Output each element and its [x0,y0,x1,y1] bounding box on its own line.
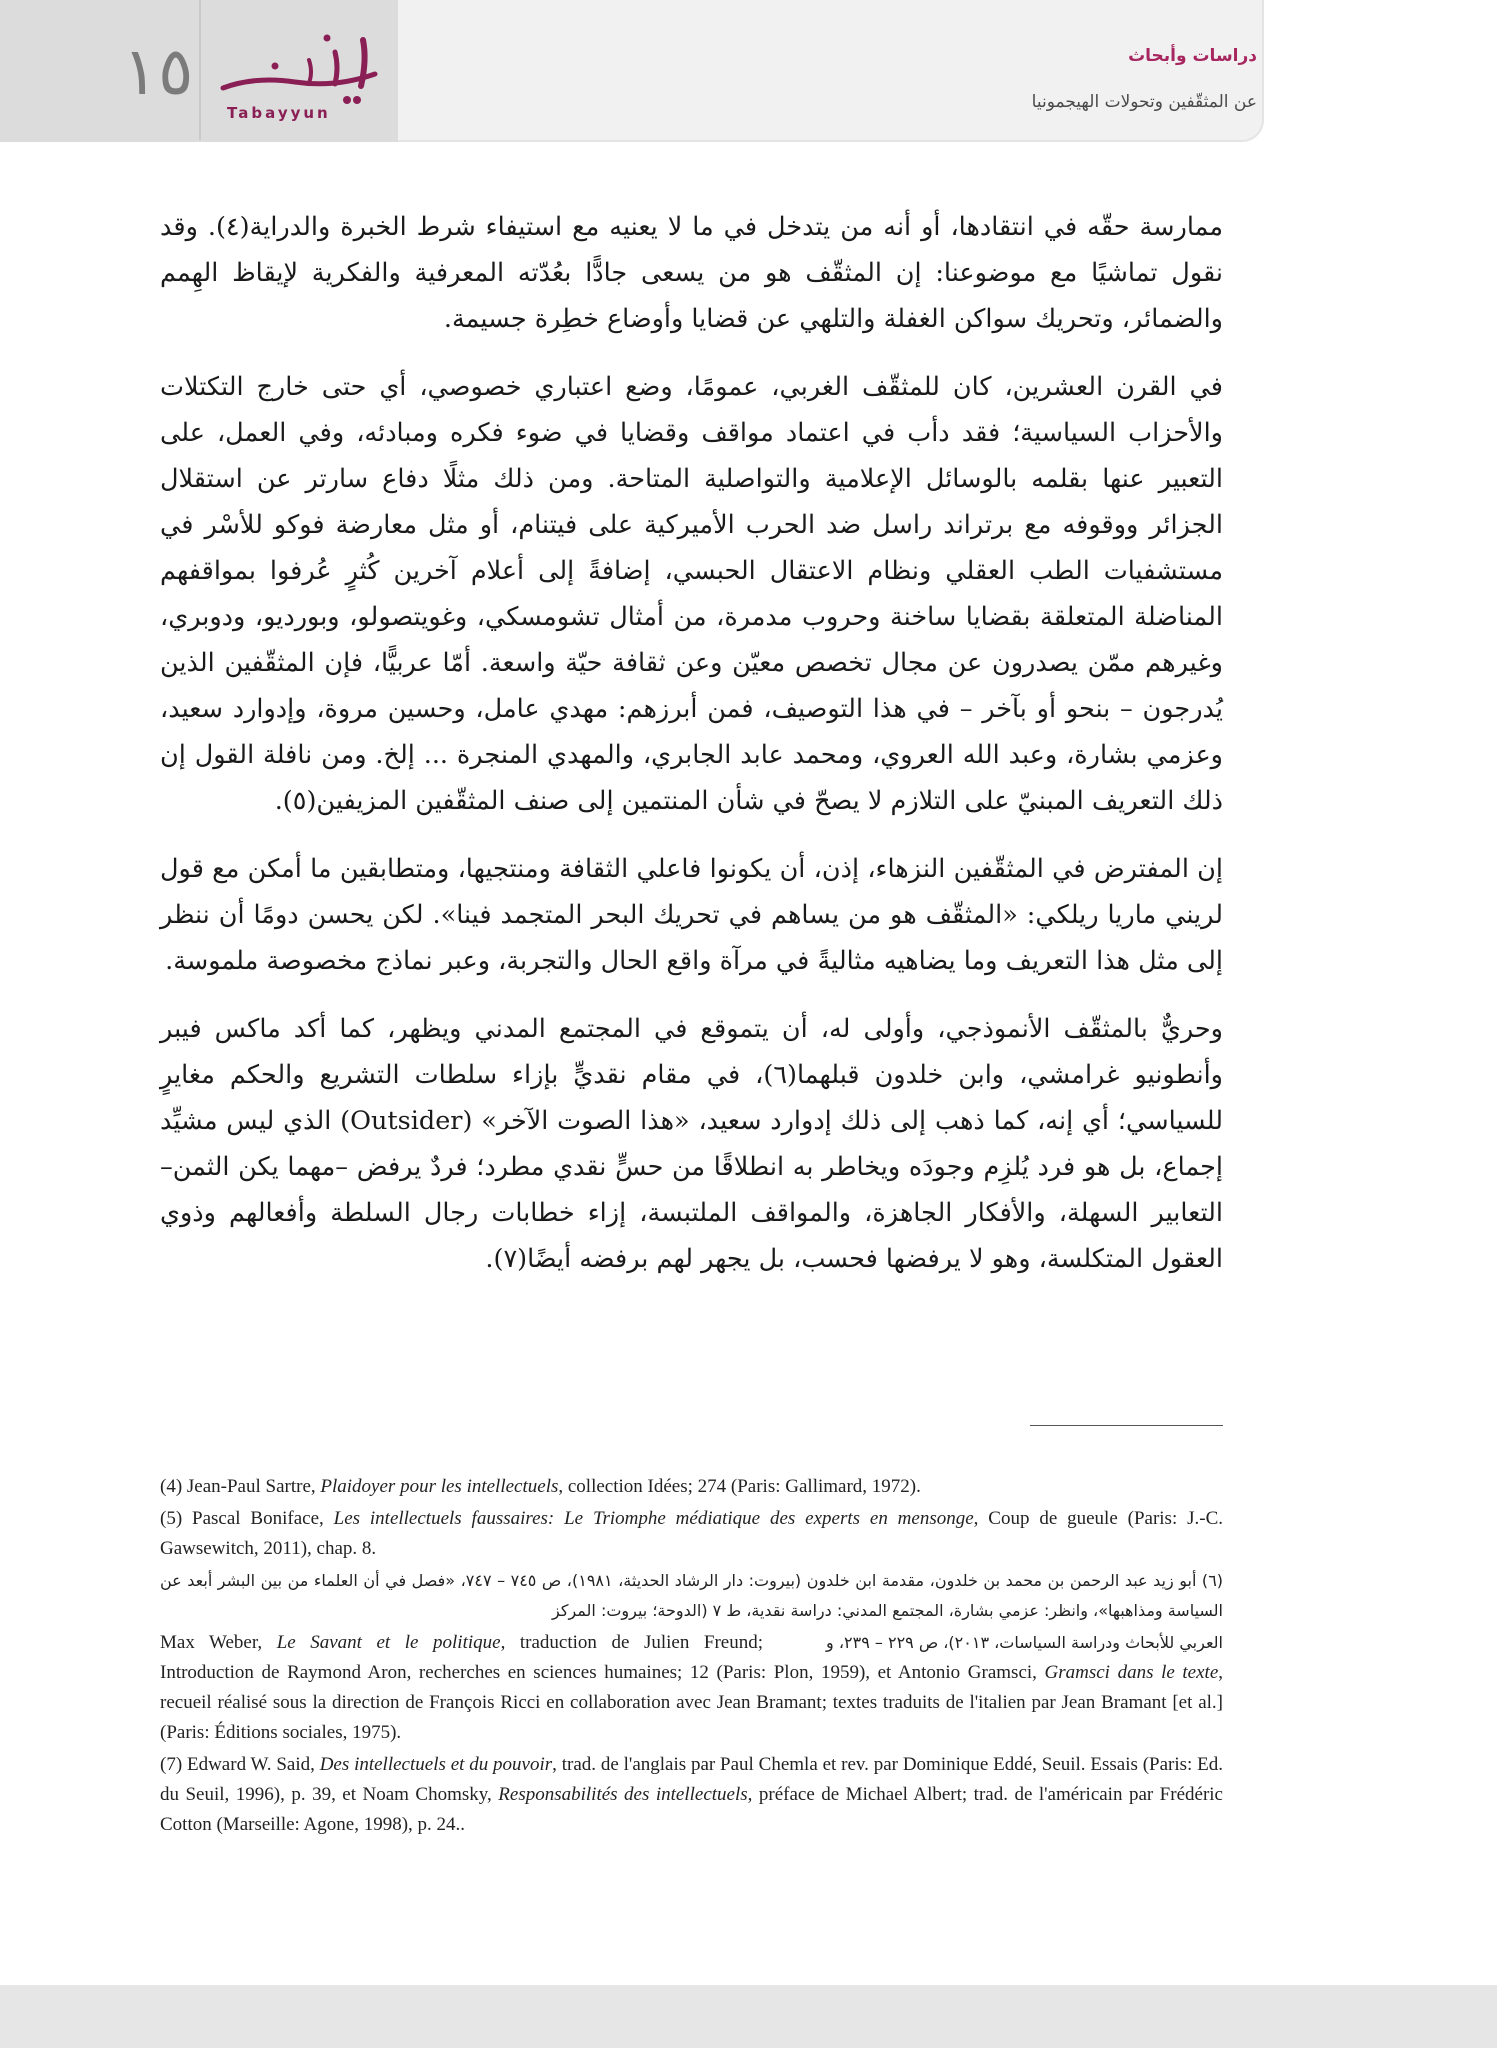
page-number: ١٥ [122,33,194,110]
footnote-separator [1030,1425,1223,1426]
paragraph-3: إن المفترض في المثقّفين النزهاء، إذن، أن يكونوا فاعلي الثقافة ومنتجيها، ومتطابقين ما أمكن مع قول لريني ماريا ريلكي: «المثقّف هو من يساهم في تحريك البحر المتجمد فينا». لكن يحسن دومًا أن ننظر إلى مثل هذا التعريف وما يضاهيه مثاليةً في مرآة واقع الحال والتجربة، وعبر نماذج مخصوصة ملموسة. [160,854,1223,976]
footnotes [160,1472,1223,1842]
page-number-box [0,0,398,142]
paragraph-4: وحريٌّ بالمثقّف الأنموذجي، وأولى له، أن يتموقع في المجتمع المدني ويظهر، كما أكد ماكس فيبر وأنطونيو غرامشي، وابن خلدون قبلهما(٦)، في مقام نقديٍّ بإزاء سلطات التشريع والحكم مغايرٍ للسياسي؛ أي إنه، كما ذهب إلى ذلك إدوارد سعيد، «هذا الصوت الآخر» (Outsider) الذي ليس مشيِّد إجماع، بل هو فرد يُلزِم وجودَه ويخاطر به انطلاقًا من حسٍّ نقدي مطرد؛ فردٌ يرفض –مهما يكن الثمن– التعابير السهلة، والأفكار الجاهزة، والمواقف الملتبسة، إزاء خطابات رجال السلطة وأفعالهم وذوي العقول المتكلسة، وهو لا يرفضها فحسب، بل يجهر لهم برفضه أيضًا(٧). [160,1014,1223,1274]
logo-wordmark: Tabayyun [227,104,331,122]
section-label: دراسات وأبحاث [1128,46,1257,66]
footnote-4: (4) Jean-Paul Sartre, Plaidoyer pour les intellectuels, collection Idées; 274 (Paris: Gallimard, 1972). [160,1476,921,1497]
article-body [160,204,1223,1304]
paragraph-2: في القرن العشرين، كان للمثقّف الغربي، عمومًا، وضع اعتباري خصوصي، أي حتى خارج التكتلات والأحزاب السياسية؛ فقد دأب في اعتماد مواقف وقضايا في ضوء فكره ومبادئه، وفي العمل، على التعبير عنها بقلمه بالوسائل الإعلامية والتواصلية المتاحة. ومن ذلك مثلًا دفاع سارتر عن استقلال الجزائر ووقوفه مع برتراند راسل ضد الحرب الأميركية على فيتنام، أو مثل معارضة فوكو للأسْر في مستشفيات الطب العقلي ونظام الاعتقال الحبسي، إضافةً إلى أعلام آخرين كُثرٍ عُرفوا بمواقفهم المناضلة المتعلقة بقضايا ساخنة وحروب مدمرة، من أمثال تشومسكي، وغويتصولو، وبورديو، ودوبري، وغيرهم ممّن يصدرون عن مجال تخصص معيّن وعن ثقافة حيّة واسعة. أمّا عربيًّا، فإن المثقّفين الذين يُدرجون – بنحو أو بآخر – في هذا التوصيف، فمن أبرزهم: مهدي عامل، وحسين مروة، وإدوارد سعيد، وعزمي بشارة، وعبد الله العروي، ومحمد عابد الجابري، والمهدي المنجرة ... إلخ. ومن نافلة القول إن ذلك التعريف المبنيّ على التلازم لا يصحّ في شأن المنتمين إلى صنف المثقّفين المزيفين(٥). [160,372,1223,816]
tabayyun-logo [215,30,395,130]
footnote-6-arabic-cont: العربي للأبحاث ودراسة السياسات، ٢٠١٣)، ص ٢٢٩ – ٢٣٩، و [826,1633,1223,1652]
running-title: عن المثقّفين وتحولات الهيجمونيا [1031,92,1257,112]
header-divider [199,0,201,140]
footnote-6-mixed: العربي للأبحاث ودراسة السياسات، ٢٠١٣)، ص ٢٢٩ – ٢٣٩، و Max Weber, Le Savant et le politique, traduction de Julien Freund; Introduction de Raymond Aron, recherches en sciences humaines; 12 (Paris: Plon, 1959), et Antonio Gramsci, Gramsci dans le texte, recueil réalisé sous la direction de François Ricci en collaboration avec Jean Bramant; textes traduits de l'italien par Jean Bramant [et al.] (Paris: Éditions sociales, 1975). [160,1628,1223,1748]
footnote-5: (5) Pascal Boniface, Les intellectuels faussaires: Le Triomphe médiatique des experts en mensonge, Coup de gueule (Paris: J.-C. Gawsewitch, 2011), chap. 8. [160,1508,1223,1559]
footnote-6-arabic: (٦) أبو زيد عبد الرحمن بن محمد بن خلدون، مقدمة ابن خلدون (بيروت: دار الرشاد الحديثة، ١٩٨١)، ص ٧٤٥ – ٧٤٧، «فصل في أن العلماء من بين البشر أبعد عن السياسة ومذاهبها»، وانظر: عزمي بشارة، المجتمع المدني: دراسة نقدية، ط ٧ (الدوحة؛ بيروت: المركز [160,1571,1224,1620]
footnote-7: (7) Edward W. Said, Des intellectuels et du pouvoir, trad. de l'anglais par Paul Chemla et rev. par Dominique Eddé, Seuil. Essais (Paris: Ed. du Seuil, 1996), p. 39, et Noam Chomsky, Responsabilités des intellectuels, préface de Michael Albert; trad. de l'américain par Frédéric Cotton (Marseille: Agone, 1998), p. 24.. [160,1754,1223,1835]
paragraph-1: ممارسة حقّه في انتقادها، أو أنه من يتدخل في ما لا يعنيه مع استيفاء شرط الخبرة والدراية(٤). وقد نقول تماشيًا مع موضوعنا: إن المثقّف هو من يسعى جادًّا بعُدّته المعرفية والفكرية لإيقاظ الهِمم والضمائر، وتحريك سواكن الغفلة والتلهي عن قضايا وأوضاع خطِرة جسيمة. [160,212,1223,334]
footer-bar [0,1985,1497,2048]
